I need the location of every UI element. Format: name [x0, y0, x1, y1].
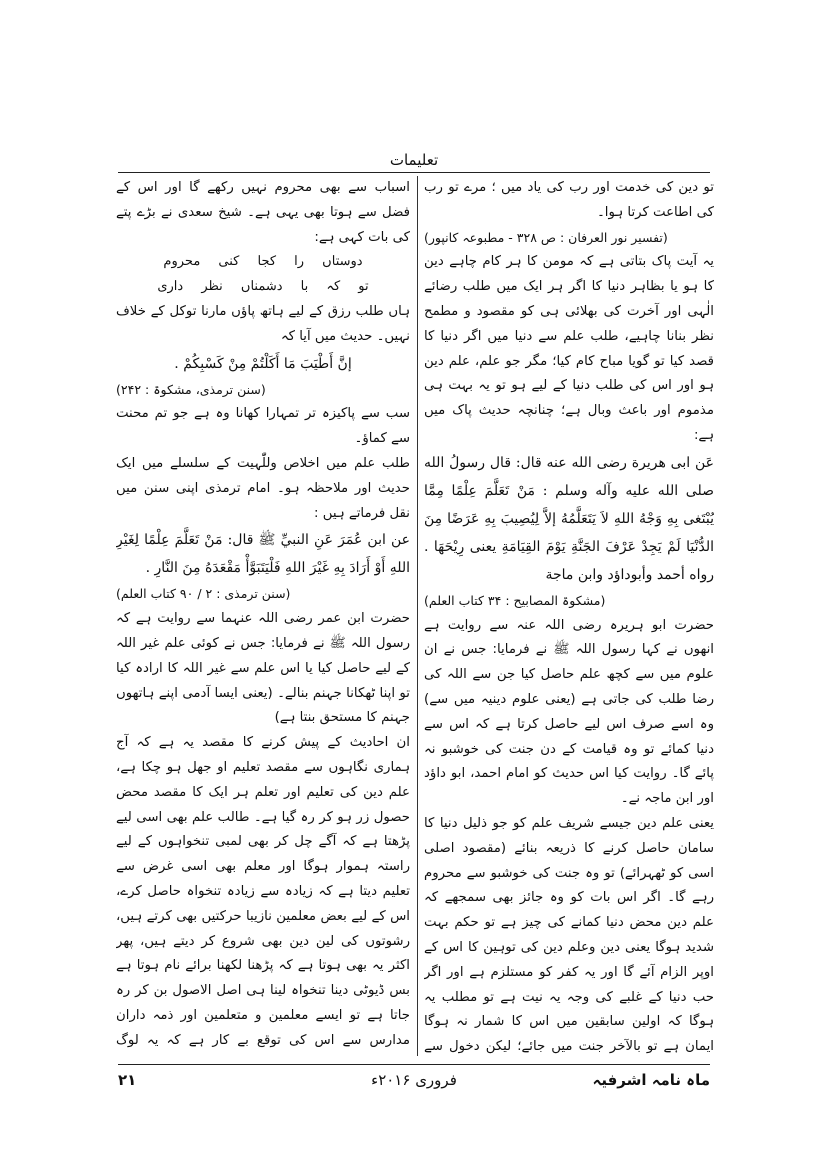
section-title: تعلیمات	[389, 151, 439, 169]
paragraph: سب سے پاکیزہ تر تمہارا کھانا وہ ہے جو تم محنت سے کماؤ۔	[116, 406, 410, 447]
page-number: ۲۱	[118, 1071, 137, 1089]
poetry-verse: دوستاں را کجا کنی محروم	[163, 254, 363, 270]
poetry-verse: تو کہ با دشمناں نظر داری	[157, 279, 369, 295]
paragraph: اسباب سے بھی محروم نہیں رکھے گا اور اس کے فضل سے ہوتا بھی یہی ہے۔ شیخ سعدی نے بڑے پتے کی بات کہی ہے:	[116, 180, 410, 245]
paragraph: یعنی علم دین جیسے شریف علم کو جو ذلیل دنیا کا سامان حاصل کرنے کا ذریعہ بنائے (مقصود اصلی اسی کو ٹھہرائے) تو وہ جنت کی خوشبو سے محروم رہے گا۔ اگر اس بات کو وہ جائز بھی سمجھے کہ علم دین محض دنیا کمانے کی چیز ہے تو حکم بہت شدید ہوگا یعنی دین وعلم دین کی توہین کا اس کے اوپر الزام آئے گا اور یہ کفر کو مستلزم ہے اور اگر حب دنیا کے غلبے کی وجہ یہ نیت ہے تو مطلب یہ ہوگا کہ اولین سابقین میں اس کا شمار نہ ہوگا ایمان ہے تو بالآخر جنت میں جائے؛ لیکن دخول سے	[424, 815, 714, 1055]
paragraph: ہاں طلب رزق کے لیے ہاتھ پاؤں مارنا توکل کے خلاف نہیں۔ حدیث میں آیا کہ	[116, 303, 410, 344]
paragraph: تو دین کی خدمت اور رب کی یاد میں ؛ مرے تو رب کی اطاعت کرتا ہوا۔	[424, 180, 714, 220]
arabic-hadith: إنَّ أَطْيَبَ مَا أَكَلْتُمْ مِنْ كَسْبِكُمْ .	[174, 355, 352, 372]
page-footer	[118, 1064, 710, 1093]
page-header	[118, 150, 710, 173]
citation: (مشکوۃ المصابیح : ۳۴ کتاب العلم)	[424, 592, 606, 608]
citation: (سنن ترمذی، مشکوۃ : ۲۴۲)	[116, 381, 266, 397]
issue-date: فروری ۲۰۱۶ء	[371, 1071, 457, 1089]
paragraph: طلب علم میں اخلاص وللّٰہیت کے سلسلے میں ایک حدیث اور ملاحظہ ہو۔ امام ترمذی اپنی سنن میں نقل فرماتے ہیں :	[116, 455, 410, 521]
right-column	[424, 176, 714, 1056]
column-divider	[417, 176, 418, 1056]
citation: (سنن ترمذی : ۲ / ۹۰ کتاب العلم)	[116, 586, 291, 602]
paragraph: ان احادیث کے پیش کرنے کا مقصد یہ ہے کہ آج ہماری نگاہوں سے مقصد تعلیم او جھل ہو چکا ہے، علم دین کی تعلیم اور تعلم ہر ایک کا مقصد محض حصول زر ہو کر رہ گیا ہے۔ طالب علم بھی اسی لیے پڑھتا ہے کہ آگے چل کر بھی لمبی تنخواہوں کے لیے راستہ ہموار ہوگا اور معلم بھی اسی غرض سے تعلیم دیتا ہے کہ زیادہ سے زیادہ تنخواہ حاصل کرے، اس کے لیے بعض معلمین نازیبا حرکتیں بھی کرتے ہیں، رشوتوں کی لین دین بھی شروع کر دیتے ہیں، پھر اکثر یہ بھی ہوتا ہے کہ پڑھنا لکھنا برائے نام ہوتا ہے بس ڈیوٹی دینا تنخواہ لینا ہی اصل الاصول بن کر رہ جاتا ہے تو ایسے معلمین و متعلمین اور ذمہ داران مدارس سے اس کی توقع بے کار ہے کہ یہ لوگ	[116, 735, 410, 1048]
paragraph: حضرت ابن عمر رضی اللہ عنہما سے روایت ہے کہ رسول اللہ ﷺ نے فرمایا: جس نے کوئی علم غیر اللہ کے لیے حاصل کیا یا اس علم سے غیر اللہ کا ارادہ کیا تو اپنا ٹھکانا جہنم بنالے۔ (یعنی ایسا آدمی اپنے ہاتھوں جہنم کا مستحق بنتا ہے)	[116, 611, 410, 726]
arabic-hadith: عَن ابی هریرة رضی الله عنه قال: قال رسولُ الله صلى الله عليه وآله وسلم : مَنْ تَعَلَّمَ عِلْمًا مِمَّا يُبْتَغى بِهِ وَجْهُ اللهِ لاَ يَتَعَلَّمُهُ إلاَّ لِيُصِيبَ بِهِ عَرَضًا مِنَ الدُّنْيَا لَمْ يَجِدْ عَرْفَ الجَنَّةِ يَوْمَ القِيَامَةِ يعنى رِيْحَهَا . رواه أحمد وأبوداؤد وابن ماجة	[424, 454, 714, 583]
left-column	[116, 176, 410, 1056]
arabic-hadith: عن ابن عُمَرَ عَنِ النبيِّ ﷺ قال: مَنْ تَعَلَّمَ عِلْمًا لِغَيْرِ اللهِ أَوْ أَرَادَ بِهِ غَيْرَ اللهِ فَلْيَتَبَوَّأْ مَقْعَدَهُ مِنَ النَّارِ .	[116, 532, 410, 577]
magazine-name: ماہ نامہ اشرفیہ	[592, 1071, 710, 1089]
paragraph: یہ آیت پاک بتاتی ہے کہ مومن کا ہر کام چاہے دین کا ہو یا بظاہر دنیا کا اگر ہر ایک میں طلب رضائے الٰہی اور آخرت کی بھلائی ہی کو مقصود و مطمح نظر بنانا چاہیے، طلب علم سے دنیا میں اگر دنیا کا قصد کیا تو گویا مباح کام کیا؛ مگر جو علم، علم دین ہو اور اس کی طلب دنیا کے لیے ہو تو یہ بہت ہی مذموم اور باعث وبال ہے؛ چنانچہ حدیث پاک میں ہے:	[424, 254, 714, 443]
paragraph: حضرت ابو ہریرہ رضی اللہ عنہ سے روایت ہے انھوں نے کہا رسول اللہ ﷺ نے فرمایا: جس نے ان علوم میں سے کچھ علم حاصل کیا جن سے اللہ کی رضا طلب کی جاتی ہے (یعنی علوم دینیہ میں سے) وہ اسے صرف اس لیے حاصل کرتا ہے کہ اس سے دنیا کمائے تو وہ قیامت کے دن جنت کی خوشبو نہ پائے گا۔ روایت کیا اس حدیث کو امام احمد، ابو داؤد اور ابن ماجہ نے۔	[424, 617, 714, 807]
citation: (تفسیر نور العرفان : ص ۳۲۸ - مطبوعہ کانپور)	[424, 229, 668, 245]
